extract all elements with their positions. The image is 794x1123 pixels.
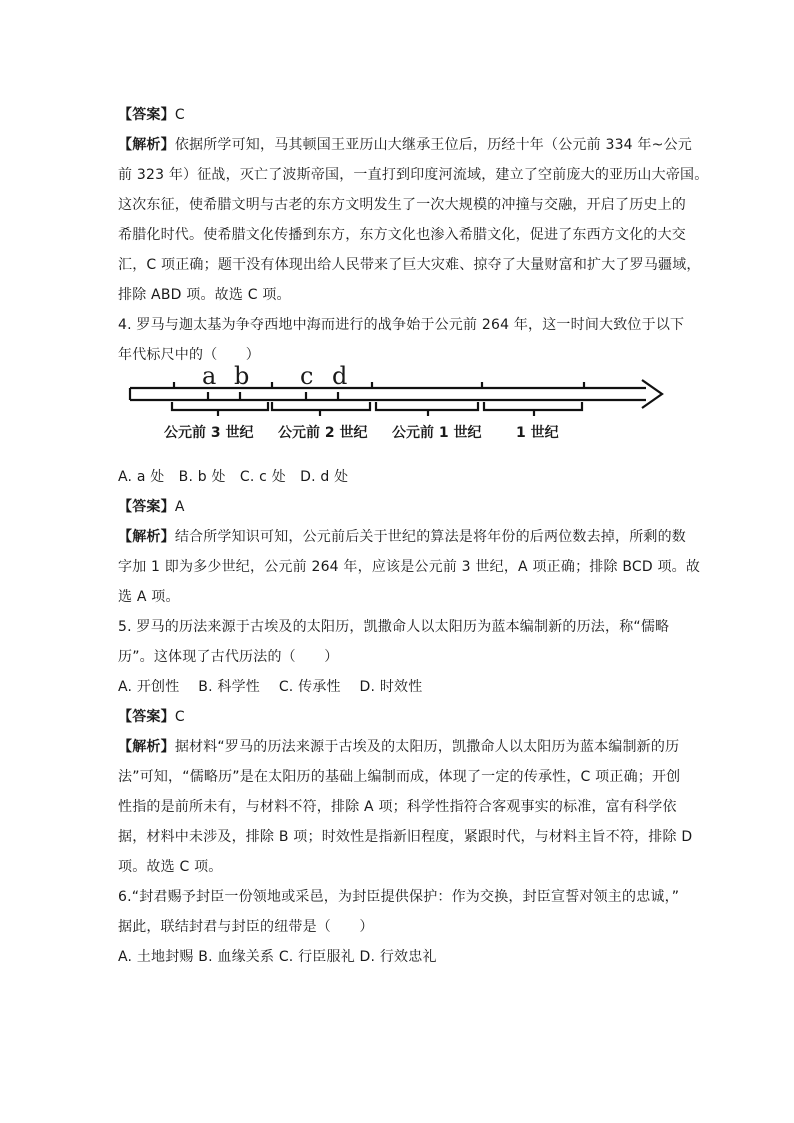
q4-analysis-line	[118, 522, 687, 552]
brace-3rd-bc	[172, 402, 268, 416]
q5-answer-line	[118, 702, 678, 732]
mark-a: a	[202, 362, 217, 390]
q4-stem: 4. 罗马与迦太基为争夺西地中海而进行的战争始于公元前 264 年，这一时间大致位于以下	[118, 317, 685, 333]
q3-analysis-line: 汇，C 项正确；题干没有体现出给人民带来了巨大灾难、掠夺了大量财富和扩大了罗马疆域，	[118, 257, 701, 273]
q5-analysis-line: 项。故选 C 项。	[118, 859, 223, 875]
q5-options: A. 开创性 B. 科学性 C. 传承性 D. 时效性	[118, 679, 423, 695]
timeline-figure	[118, 362, 678, 462]
q5-analysis-line: 性指的是前所未有，与材料不符，排除 A 项；科学性指符合客观事实的标准，富有科学依	[118, 799, 677, 815]
answer-value: A	[174, 499, 185, 515]
analysis-tag: 【解析】	[118, 739, 175, 755]
timeline-arrowhead	[642, 380, 662, 408]
q4-stem: 年代标尺中的（ ）	[118, 347, 260, 363]
q4-answer-line	[118, 492, 678, 522]
mark-b: b	[234, 362, 250, 390]
q5-analysis-line: 法”可知，“儒略历”是在太阳历的基础上编制而成，体现了一定的传承性，C 项正确；开创	[118, 769, 681, 785]
q5-stem: 历”。这体现了古代历法的（ ）	[118, 649, 339, 665]
answer-value: C	[174, 107, 185, 123]
answer-tag: 【答案】	[118, 499, 175, 515]
segment-label: 公元前 1 世纪	[392, 425, 482, 441]
q4-options: A. a 处 B. b 处 C. c 处 D. d 处	[118, 469, 349, 485]
q3-analysis-line	[118, 130, 692, 160]
q4-analysis-line: 选 A 项。	[118, 589, 180, 605]
mark-c: c	[300, 362, 314, 390]
q3-analysis-line: 这次东征，使希腊文明与古老的东方文明发生了一次大规模的冲撞与交融，开启了历史上的	[118, 197, 686, 213]
answer-tag: 【答案】	[118, 709, 175, 725]
analysis-tag: 【解析】	[118, 137, 175, 153]
q3-answer-line	[118, 100, 678, 130]
answer-tag: 【答案】	[118, 107, 175, 123]
segment-label: 公元前 2 世纪	[278, 425, 368, 441]
analysis-text: 结合所学知识可知，公元前后关于世纪的算法是将年份的后两位数去掉，所剩的数	[174, 529, 687, 545]
q3-analysis-line: 希腊化时代。使希腊文化传播到东方，东方文化也渗入希腊文化，促进了东西方文化的大交	[118, 227, 686, 243]
q3-analysis-line: 排除 ABD 项。故选 C 项。	[118, 287, 291, 303]
answer-value: C	[174, 709, 185, 725]
q6-options: A. 土地封赐 B. 血缘关系 C. 行臣服礼 D. 行效忠礼	[118, 949, 437, 965]
q4-analysis-line: 字加 1 即为多少世纪，公元前 264 年，应该是公元前 3 世纪，A 项正确；排除 BCD 项。故	[118, 559, 701, 575]
analysis-text: 依据所学可知，马其顿国王亚历山大继承王位后，历经十年（公元前 334 年~公元	[174, 137, 692, 153]
mark-d: d	[332, 362, 348, 390]
brace-1st-bc	[376, 402, 478, 416]
q3-analysis-line: 前 323 年）征战，灭亡了波斯帝国，一直打到印度河流域，建立了空前庞大的亚历山大帝国。	[118, 167, 709, 183]
q5-analysis-line: 据，材料中未涉及，排除 B 项；时效性是指新旧程度，紧跟时代，与材料主旨不符，排除 D	[118, 829, 693, 845]
analysis-text: 据材料“罗马的历法来源于古埃及的太阳历，凯撒命人以太阳历为蓝本编制新的历	[174, 739, 680, 755]
q6-stem: 6.“封君赐予封臣一份领地或采邑，为封臣提供保护：作为交换，封臣宣誓对领主的忠诚，”	[118, 889, 680, 905]
document-page	[118, 100, 709, 972]
segment-label: 公元前 3 世纪	[164, 425, 254, 441]
brace-1st-ad	[484, 402, 582, 416]
q6-stem: 据此，联结封君与封臣的纽带是（ ）	[118, 919, 374, 935]
segment-label: 1 世纪	[516, 425, 559, 441]
brace-2nd-bc	[272, 402, 370, 416]
q5-stem: 5. 罗马的历法来源于古埃及的太阳历，凯撒命人以太阳历为蓝本编制新的历法，称“儒略	[118, 619, 670, 635]
q5-analysis-line	[118, 732, 678, 762]
analysis-tag: 【解析】	[118, 529, 175, 545]
